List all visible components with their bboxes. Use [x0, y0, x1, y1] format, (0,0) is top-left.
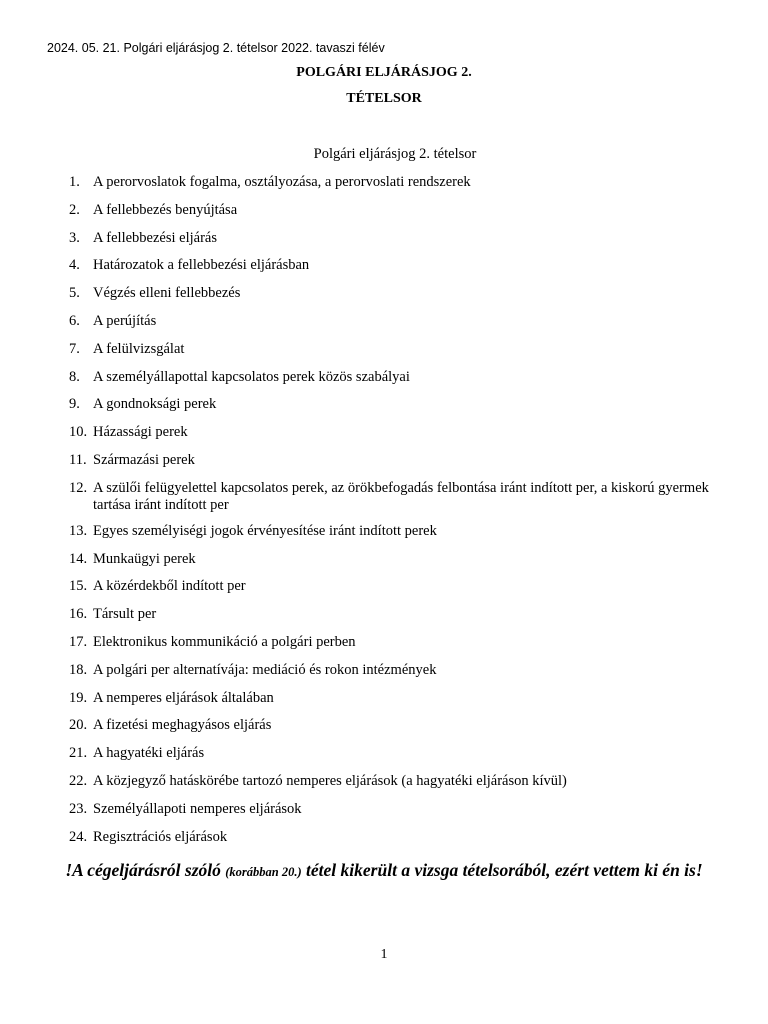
list-item: [0, 662, 768, 679]
list-item: [0, 551, 768, 568]
item-number: 5.: [69, 285, 80, 302]
item-text: A szülői felügyelettel kapcsolatos perek, az örökbefogadás felbontása iránt indított per, a kiskorú gyermek tartása iránt indított per: [93, 479, 709, 513]
item-text: A fellebbezési eljárás: [93, 229, 217, 246]
list-item: [0, 202, 768, 219]
item-number: 10.: [69, 424, 88, 441]
list-item: [0, 745, 768, 762]
item-number: 11.: [69, 451, 87, 468]
item-text: A fellebbezés benyújtása: [93, 201, 238, 218]
item-number: 19.: [69, 689, 88, 706]
list-item: [0, 424, 768, 441]
list-item: [0, 341, 768, 358]
item-text: A perújítás: [93, 312, 157, 329]
item-text: Származási perek: [93, 451, 195, 468]
item-text: Társult per: [93, 606, 157, 623]
item-number: 18.: [69, 661, 88, 678]
item-text: A fizetési meghagyásos eljárás: [93, 717, 272, 734]
item-text: A személyállapottal kapcsolatos perek közös szabályai: [93, 368, 410, 385]
item-text: A hagyatéki eljárás: [93, 745, 205, 762]
item-number: 21.: [69, 745, 88, 762]
removed-topic-note: [0, 860, 768, 881]
item-number: 23.: [69, 800, 88, 817]
item-text: Regisztrációs eljárások: [93, 828, 228, 845]
item-number: 15.: [69, 578, 88, 595]
list-heading: Polgári eljárásjog 2. tételsor: [313, 146, 477, 162]
document-title: POLGÁRI ELJÁRÁSJOG 2.: [296, 65, 472, 80]
item-text: Személyállapoti nemperes eljárások: [93, 800, 302, 817]
item-text: Végzés elleni fellebbezés: [93, 285, 241, 302]
item-number: 7.: [69, 340, 80, 357]
item-number: 1.: [69, 174, 80, 190]
item-text: Elektronikus kommunikáció a polgári perben: [93, 633, 356, 650]
note-text-parenthetical: (korábban 20.): [225, 865, 302, 879]
item-number: 17.: [69, 633, 88, 650]
item-text: A polgári per alternatívája: mediáció és rokon intézmények: [93, 661, 437, 678]
item-number: 22.: [69, 772, 88, 789]
topic-list: [0, 174, 768, 856]
list-item: [0, 174, 768, 191]
item-number: 12.: [69, 479, 88, 496]
list-item: [0, 369, 768, 386]
list-item: [0, 717, 768, 734]
list-item: [0, 523, 768, 540]
note-text-end: tétel kikerült a vizsga tételsorából, ezért vettem ki én is!: [301, 860, 703, 880]
list-item: [0, 690, 768, 707]
item-number: 16.: [69, 606, 88, 623]
list-item: [0, 634, 768, 651]
item-text: Határozatok a fellebbezési eljárásban: [93, 257, 310, 274]
item-number: 6.: [69, 312, 80, 329]
item-text: A közérdekből indított per: [93, 578, 246, 595]
item-text: A perorvoslatok fogalma, osztályozása, a perorvoslati rendszerek: [93, 174, 471, 190]
item-number: 24.: [69, 828, 88, 845]
list-item: [0, 773, 768, 790]
item-text: A gondnoksági perek: [93, 396, 217, 413]
header-line: 2024. 05. 21. Polgári eljárásjog 2. tételsor 2022. tavaszi félév: [47, 41, 385, 55]
list-item: [0, 396, 768, 413]
item-number: 14.: [69, 550, 88, 567]
list-item: [0, 452, 768, 469]
document-subtitle: TÉTELSOR: [346, 91, 422, 106]
note-text-start: !A cégeljárásról szóló: [65, 860, 226, 880]
item-number: 9.: [69, 396, 80, 413]
item-text: A felülvizsgálat: [93, 340, 185, 357]
item-number: 4.: [69, 257, 80, 274]
list-item: [0, 606, 768, 623]
list-item: [0, 257, 768, 274]
page-number: 1: [380, 947, 388, 962]
item-text: A nemperes eljárások általában: [93, 689, 274, 706]
list-item: [0, 285, 768, 302]
item-text: Munkaügyi perek: [93, 550, 196, 567]
list-item: [0, 480, 768, 514]
list-item: [0, 801, 768, 818]
item-number: 13.: [69, 522, 88, 539]
item-number: 3.: [69, 229, 80, 246]
item-number: 8.: [69, 368, 80, 385]
list-item: [0, 829, 768, 846]
list-item: [0, 578, 768, 595]
item-text: Egyes személyiségi jogok érvényesítése iránt indított perek: [93, 522, 437, 539]
item-number: 2.: [69, 201, 80, 218]
list-item: [0, 230, 768, 247]
item-number: 20.: [69, 717, 88, 734]
list-item: [0, 313, 768, 330]
item-text: Házassági perek: [93, 424, 188, 441]
item-text: A közjegyző hatáskörébe tartozó nemperes eljárások (a hagyatéki eljáráson kívül): [93, 772, 567, 789]
